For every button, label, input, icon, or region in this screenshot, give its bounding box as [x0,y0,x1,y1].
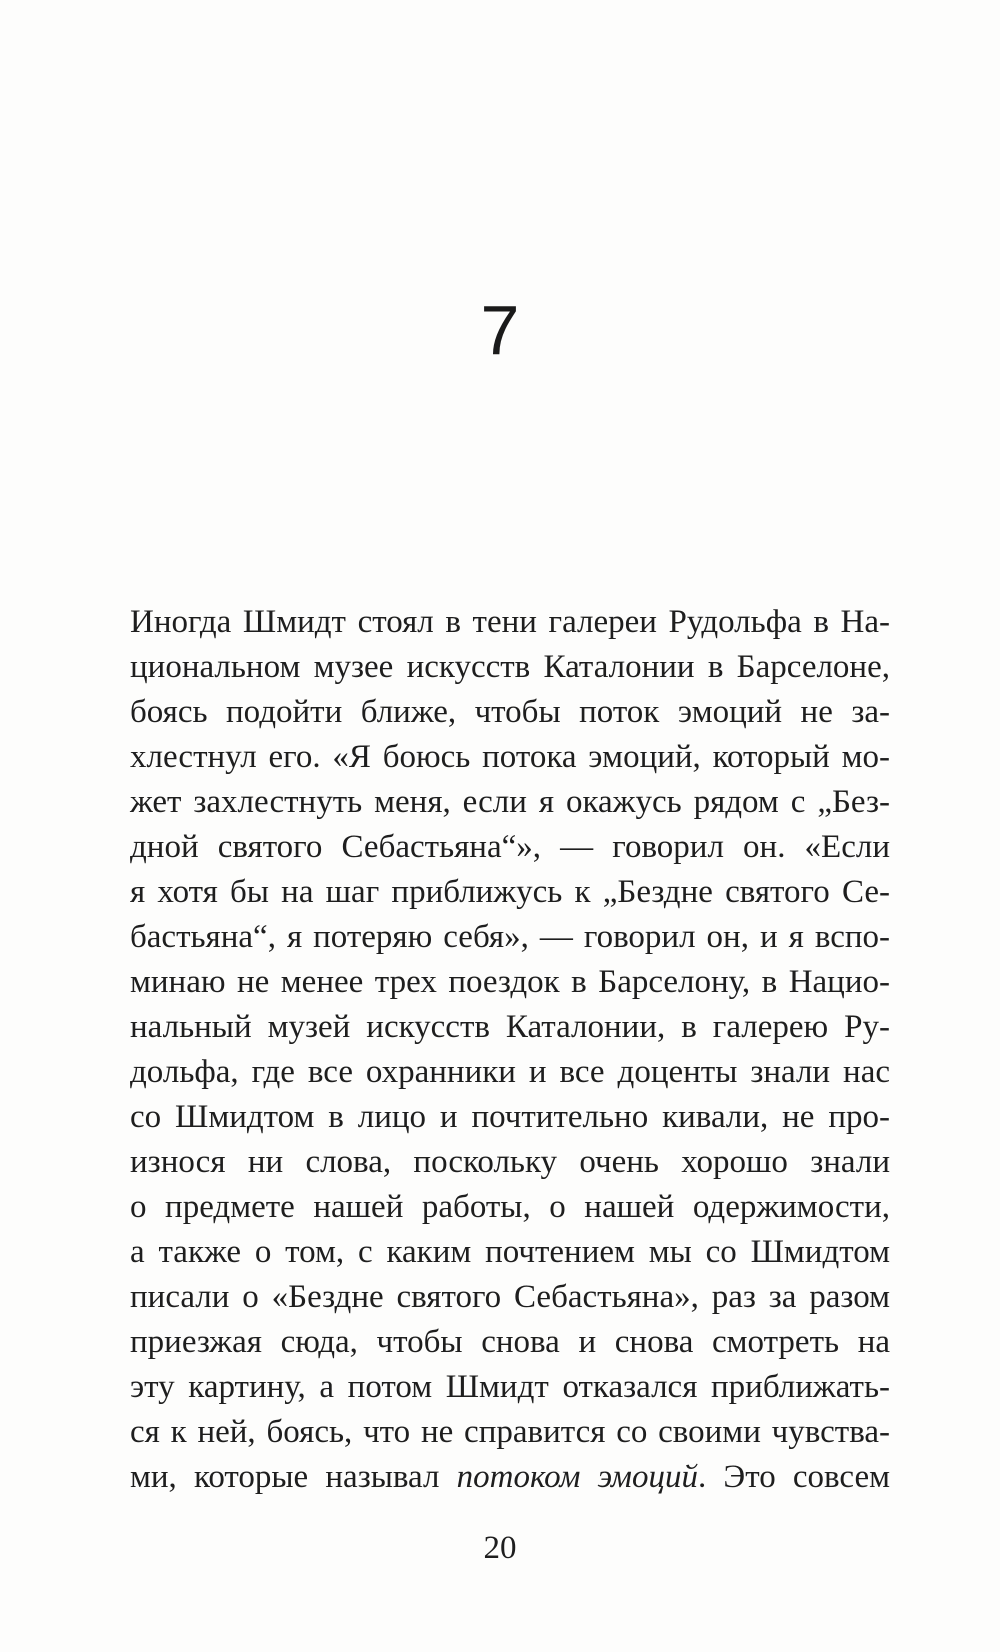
text-run: ми, которые называл [130,1459,457,1495]
text-line: жет захлестнуть меня, если я окажусь рядом с „Без- [130,784,890,820]
text-line: дольфа, где все охранники и все доценты знали нас [130,1054,890,1090]
text-line: дной святого Себастьяна“», — говорил он. «Если [130,829,890,865]
chapter-number: 7 [480,291,520,369]
text-line: со Шмидтом в лицо и почтительно кивали, не про- [130,1099,890,1135]
text-line: бастьяна“, я потеряю себя», — говорил он, и я вспо- [130,919,890,955]
text-line: хлестнул его. «Я боюсь потока эмоций, который мо- [130,739,890,775]
body-paragraph [130,600,890,1500]
text-run: . Это совсем [698,1459,891,1495]
text-line: приезжая сюда, чтобы снова и снова смотреть на [130,1324,890,1360]
text-line: ся к ней, боясь, что не справится со своими чувства- [130,1414,890,1450]
text-line: о предмете нашей работы, о нашей одержимости, [130,1189,890,1225]
text-line: нальный музей искусств Каталонии, в галерею Ру- [130,1009,890,1045]
text-line: боясь подойти ближе, чтобы поток эмоций не за- [130,694,890,730]
text-line: эту картину, а потом Шмидт отказался приближать- [130,1369,890,1405]
text-line: минаю не менее трех поездок в Барселону, в Нацио- [130,964,890,1000]
text-line: я хотя бы на шаг приближусь к „Бездне святого Се- [130,874,890,910]
text-line: а также о том, с каким почтением мы со Шмидтом [130,1234,890,1270]
italic-phrase: потоком эмоций [456,1459,698,1495]
text-line-last [130,1455,890,1500]
text-line: Иногда Шмидт стоял в тени галереи Рудольфа в На- [130,604,890,640]
text-line: циональном музее искусств Каталонии в Барселоне, [130,649,890,685]
text-line: писали о «Бездне святого Себастьяна», раз за разом [130,1279,890,1315]
page-number: 20 [483,1530,517,1566]
text-line: износя ни слова, поскольку очень хорошо знали [130,1144,890,1180]
